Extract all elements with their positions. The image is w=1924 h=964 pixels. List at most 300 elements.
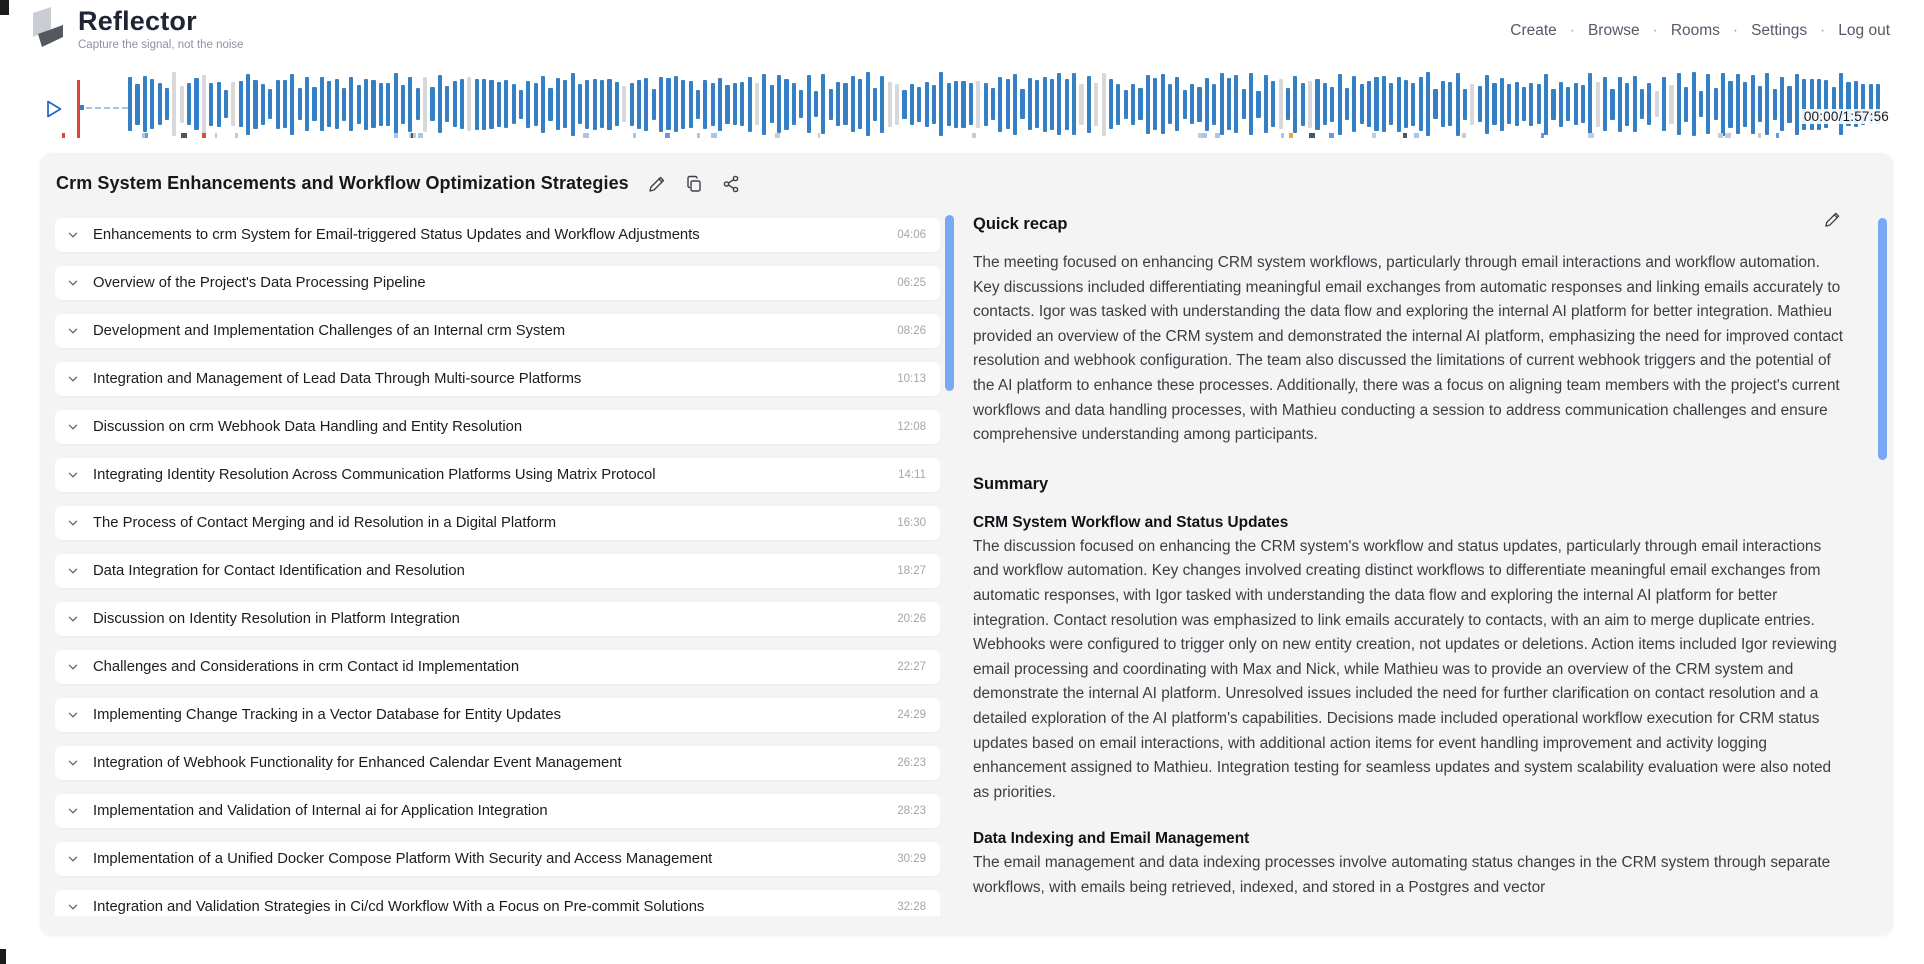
topic-row[interactable]	[55, 698, 940, 732]
waveform-bar	[1684, 87, 1688, 122]
waveform-bar	[401, 85, 405, 124]
waveform-bar	[1441, 81, 1445, 127]
waveform-bar	[563, 80, 567, 128]
topic-timestamp: 32:28	[897, 901, 926, 913]
waveform-bar	[1264, 75, 1268, 133]
waveform-bar	[932, 85, 936, 124]
topic-timestamp: 24:29	[897, 709, 926, 721]
section-heading: CRM System Workflow and Status Updates	[973, 513, 1289, 531]
nav-separator: ·	[1820, 22, 1826, 39]
waveform-bar	[792, 83, 796, 125]
waveform-bar	[984, 83, 988, 126]
play-button[interactable]	[44, 99, 64, 119]
waveform-bar	[1352, 76, 1356, 132]
segment-marker	[1289, 133, 1293, 138]
segment-marker	[665, 133, 670, 138]
waveform-bar	[1765, 73, 1769, 135]
waveform-bar	[1706, 74, 1710, 134]
waveform-bar	[807, 75, 811, 133]
waveform-bar	[1013, 74, 1017, 135]
topic-row[interactable]	[55, 218, 940, 252]
nav-link[interactable]: Settings	[1751, 22, 1808, 39]
topic-title: Overview of the Project's Data Processing Pipeline	[93, 275, 426, 291]
waveform-bar	[703, 80, 707, 129]
waveform-bar	[1677, 73, 1681, 135]
topic-timestamp: 22:27	[897, 661, 926, 673]
chevron-down-icon[interactable]	[67, 469, 79, 481]
waveform[interactable]	[128, 70, 1893, 138]
topic-title: Integration and Validation Strategies in Ci/cd Workflow With a Focus on Pre-commit Solutions	[93, 899, 705, 915]
share-icon[interactable]	[722, 175, 740, 193]
topic-title: Discussion on crm Webhook Data Handling and Entity Resolution	[93, 419, 523, 435]
waveform-bar	[349, 77, 353, 131]
waveform-bar	[1293, 76, 1297, 133]
waveform-bar	[571, 73, 575, 136]
edit-title-icon[interactable]	[648, 175, 666, 193]
waveform-bar	[1323, 83, 1327, 125]
screen-artifact	[0, 949, 6, 964]
segment-marker	[818, 133, 820, 138]
summary-scrollbar[interactable]	[1878, 218, 1887, 460]
nav-link[interactable]: Browse	[1587, 22, 1640, 39]
waveform-bar	[917, 87, 921, 122]
waveform-bar	[1301, 83, 1305, 126]
waveform-bar	[1028, 78, 1032, 130]
waveform-bar	[1618, 77, 1622, 132]
topic-row[interactable]	[55, 842, 940, 876]
segment-marker	[215, 133, 217, 138]
waveform-bar	[1411, 83, 1415, 126]
nav-separator: ·	[1732, 22, 1739, 39]
waveform-bar	[298, 88, 302, 120]
waveform-bar	[1581, 85, 1585, 123]
waveform-bar	[1588, 73, 1592, 136]
waveform-bar	[1190, 84, 1194, 124]
topic-timestamp: 14:11	[898, 469, 926, 481]
waveform-bar	[836, 82, 840, 126]
segment-marker	[1462, 133, 1466, 138]
waveform-bar	[526, 81, 530, 128]
waveform-bar	[519, 90, 523, 119]
waveform-bar	[1714, 88, 1718, 120]
waveform-bar	[902, 90, 906, 119]
topic-title: Implementation of a Unified Docker Compose Platform With Security and Access Management	[93, 851, 713, 867]
waveform-bar	[1072, 73, 1076, 135]
waveform-bar	[998, 77, 1002, 132]
waveform-bar	[386, 83, 390, 126]
waveform-bar	[158, 83, 162, 125]
waveform-bar	[548, 88, 552, 121]
topic-title: Integration and Management of Lead Data Through Multi-source Platforms	[93, 371, 582, 387]
waveform-bar	[1183, 90, 1187, 119]
waveform-bar	[1470, 84, 1474, 125]
waveform-bar	[814, 91, 818, 117]
summary-section	[973, 511, 1847, 806]
waveform-bar	[1492, 83, 1496, 125]
waveform-bar	[408, 77, 412, 132]
topic-timestamp: 04:06	[897, 229, 926, 241]
waveform-bar	[217, 82, 221, 127]
topic-timestamp: 20:26	[897, 613, 926, 625]
segment-marker	[1541, 133, 1544, 138]
waveform-bar	[1603, 77, 1607, 131]
waveform-bar	[873, 88, 877, 121]
waveform-bar	[394, 73, 398, 135]
app-logo[interactable]	[30, 6, 244, 51]
waveform-bar	[541, 76, 545, 133]
waveform-bar	[666, 78, 670, 130]
waveform-bar	[689, 81, 693, 128]
waveform-bar	[821, 74, 825, 134]
waveform-bar	[1736, 74, 1740, 134]
waveform-bar	[585, 80, 589, 129]
waveform-bar	[1839, 73, 1843, 135]
waveform-bar	[268, 89, 272, 119]
waveform-bar	[1566, 87, 1570, 121]
segment-marker	[1758, 133, 1761, 138]
waveform-bar	[1662, 77, 1666, 131]
waveform-bar	[1404, 80, 1408, 128]
waveform-bar	[1057, 73, 1061, 135]
chevron-down-icon[interactable]	[67, 661, 79, 673]
waveform-bar	[1102, 73, 1106, 136]
waveform-bar	[379, 83, 383, 126]
segment-marker	[633, 133, 636, 138]
waveform-bar	[1146, 75, 1150, 134]
waveform-bar	[1382, 76, 1386, 132]
segment-marker	[1725, 133, 1731, 138]
waveform-bar	[1669, 85, 1673, 124]
waveform-bar	[1367, 81, 1371, 127]
waveform-bar	[1330, 87, 1334, 122]
waveform-bar	[342, 88, 346, 121]
quick-recap-text: The meeting focused on enhancing CRM system workflows, particularly through email interactions and workflow automation. Key discussions included differentiating meaningful email exchanges from automatic responses and linking emails accurately to contacts. Igor was tasked with understanding the data flow and exploring the internal AI platform for better integration. Mathieu provided an overview of the CRM system and demonstrated the internal AI platform, emphasizing the need for improved contact resolution and webhook configuration. The team also discussed the limitations of current webhook triggers and the potential of the AI platform to enhance these processes. Additionally, there was a focus on aligning team members with the project's current workflows and data handling processes, with Mathieu conducting a session to address communication challenges and ensure comprehensive understanding among participants.	[973, 254, 1844, 444]
topic-title: Integrating Identity Resolution Across Communication Platforms Using Matrix Protocol	[93, 467, 656, 483]
chevron-down-icon[interactable]	[67, 373, 79, 385]
waveform-bar	[961, 81, 965, 128]
waveform-bar	[202, 75, 206, 133]
waveform-bar	[165, 88, 169, 120]
waveform-bar	[622, 86, 626, 122]
waveform-bar	[224, 90, 228, 118]
waveform-bar	[504, 80, 508, 128]
waveform-bar	[1537, 84, 1541, 124]
edit-summary-icon[interactable]	[1824, 211, 1841, 228]
waveform-bar	[1522, 87, 1526, 121]
topic-timestamp: 16:30	[897, 517, 926, 529]
topic-timestamp: 30:29	[897, 853, 926, 865]
waveform-bar	[467, 77, 471, 131]
waveform-bar	[1721, 73, 1725, 136]
waveform-bar	[423, 77, 427, 132]
waveform-bar	[1212, 84, 1216, 125]
waveform-bar	[1242, 89, 1246, 119]
meeting-title-row	[56, 173, 740, 194]
topic-row[interactable]	[55, 746, 940, 780]
chevron-down-icon[interactable]	[67, 565, 79, 577]
waveform-bar	[1249, 73, 1253, 135]
waveform-bar	[320, 77, 324, 131]
segment-marker	[1588, 133, 1594, 138]
segment-marker	[775, 133, 780, 138]
nav-link[interactable]: Log out	[1838, 22, 1890, 39]
waveform-bar	[1279, 79, 1283, 129]
topic-list	[55, 218, 940, 916]
waveform-bar	[1610, 89, 1614, 120]
waveform-bar	[253, 80, 257, 129]
topic-row[interactable]	[55, 314, 940, 348]
topic-title: Implementing Change Tracking in a Vector Database for Entity Updates	[93, 707, 562, 723]
waveform-bar	[607, 79, 611, 130]
waveform-bar	[357, 85, 361, 124]
nav-link[interactable]: Create	[1510, 22, 1557, 39]
segment-marker	[394, 133, 398, 138]
segment-marker	[181, 133, 187, 138]
topic-row[interactable]	[55, 650, 940, 684]
chevron-down-icon[interactable]	[67, 517, 79, 529]
waveform-bar	[939, 72, 943, 136]
chevron-down-icon[interactable]	[67, 613, 79, 625]
waveform-bar	[880, 76, 884, 133]
waveform-bar	[762, 74, 766, 135]
waveform-bar	[1625, 83, 1629, 126]
waveform-bar	[866, 72, 870, 136]
waveform-bar	[630, 83, 634, 126]
waveform-bar	[829, 89, 833, 120]
time-display: 00:00/1:57:56	[1803, 109, 1889, 124]
waveform-bar	[976, 81, 980, 128]
segment-marker	[1215, 133, 1219, 138]
topic-row[interactable]	[55, 362, 940, 396]
waveform-bar	[364, 79, 368, 130]
waveform-bar	[740, 82, 744, 126]
summary-panel	[973, 215, 1847, 933]
segment-marker	[418, 133, 423, 138]
waveform-bar	[1234, 75, 1238, 133]
waveform-bar	[777, 75, 781, 133]
waveform-bar	[1397, 77, 1401, 132]
waveform-bar	[1529, 83, 1533, 126]
waveform-bar	[1574, 83, 1578, 125]
segment-marker	[202, 133, 206, 138]
segment-marker	[1776, 133, 1779, 138]
waveform-bar	[187, 83, 191, 125]
waveform-bar	[1419, 77, 1423, 131]
waveform-bar	[1633, 76, 1637, 132]
topic-title: The Process of Contact Merging and id Resolution in a Digital Platform	[93, 515, 557, 531]
waveform-bar	[276, 80, 280, 129]
waveform-bar	[1515, 82, 1519, 126]
segment-marker	[1281, 133, 1284, 138]
summary-heading: Summary	[973, 474, 1049, 493]
copy-icon[interactable]	[685, 175, 703, 193]
waveform-bar	[246, 74, 250, 135]
waveform-bar	[637, 80, 641, 129]
waveform-bar	[1640, 89, 1644, 119]
segment-marker	[1329, 133, 1334, 138]
waveform-bar	[578, 84, 582, 124]
waveform-bar	[180, 86, 184, 123]
waveform-bar	[556, 78, 560, 130]
waveform-bar	[1065, 79, 1069, 130]
waveform-bar	[128, 77, 132, 131]
waveform-bar	[305, 77, 309, 131]
waveform-bar	[652, 89, 656, 120]
waveform-bar	[335, 79, 339, 129]
waveform-bar	[851, 76, 855, 132]
chevron-down-icon[interactable]	[67, 709, 79, 721]
waveform-bar	[895, 84, 899, 125]
waveform-bar	[534, 83, 538, 126]
waveform-bar	[1360, 84, 1364, 124]
section-body: The email management and data indexing processes involve automating status changes in the CRM system through separate workflows, with emails being retrieved, indexed, and stored in a Postgres and vector	[973, 854, 1831, 896]
waveform-bar	[1131, 84, 1135, 125]
waveform-bar	[674, 76, 678, 132]
waveform-bar	[1559, 82, 1563, 127]
topic-timestamp: 08:26	[897, 325, 926, 337]
topic-title: Challenges and Considerations in crm Contact id Implementation	[93, 659, 520, 675]
waveform-bar	[725, 85, 729, 124]
waveform-bar	[1124, 90, 1128, 119]
chevron-down-icon[interactable]	[67, 229, 79, 241]
waveform-bar	[1647, 83, 1651, 125]
waveform-bar	[1168, 84, 1172, 124]
topic-row[interactable]	[55, 602, 940, 636]
waveform-bar	[711, 83, 715, 126]
topic-row[interactable]	[55, 794, 940, 828]
topic-row[interactable]	[55, 410, 940, 444]
waveform-bar	[1456, 73, 1460, 136]
waveform-bar	[416, 88, 420, 120]
chevron-down-icon[interactable]	[67, 421, 79, 433]
summary-section	[973, 827, 1847, 900]
topic-row[interactable]	[55, 458, 940, 492]
segment-marker	[583, 133, 589, 138]
waveform-bar	[1692, 72, 1696, 136]
waveform-bar	[659, 77, 663, 132]
segment-marker	[235, 133, 238, 138]
waveform-bar	[1780, 77, 1784, 131]
reflector-logo-icon	[30, 6, 66, 50]
waveform-bar	[644, 78, 648, 131]
app-tagline: Capture the signal, not the noise	[78, 39, 244, 51]
waveform-bar	[512, 84, 516, 124]
waveform-bar	[1161, 74, 1165, 134]
chevron-down-icon[interactable]	[67, 901, 79, 913]
waveform-bar	[1094, 83, 1098, 126]
waveform-bar	[1035, 80, 1039, 128]
segment-marker	[972, 133, 976, 138]
waveform-bar	[1478, 86, 1482, 122]
waveform-bar	[1087, 76, 1091, 133]
quick-recap-heading: Quick recap	[973, 215, 1068, 233]
topic-title: Enhancements to crm System for Email-triggered Status Updates and Workflow Adjustments	[93, 227, 700, 243]
waveform-bar	[954, 81, 958, 128]
segment-marker	[1718, 133, 1723, 138]
summary-sections	[973, 511, 1847, 901]
chevron-down-icon[interactable]	[67, 805, 79, 817]
waveform-bar	[1116, 84, 1120, 125]
segment-marker	[409, 133, 411, 138]
waveform-bar	[1389, 83, 1393, 125]
topic-row[interactable]	[55, 554, 940, 588]
topic-list-scrollbar[interactable]	[945, 215, 954, 391]
topic-row[interactable]	[55, 266, 940, 300]
waveform-bar	[1220, 73, 1224, 135]
topic-row[interactable]	[55, 890, 940, 916]
waveform-bar	[172, 72, 176, 136]
waveform-bar	[843, 83, 847, 125]
topic-timestamp: 06:25	[897, 277, 926, 289]
chevron-down-icon[interactable]	[67, 853, 79, 865]
waveform-bar	[888, 82, 892, 127]
segment-marker	[413, 133, 416, 138]
waveform-bar	[1175, 77, 1179, 131]
waveform-bar	[1109, 79, 1113, 129]
segment-marker	[1309, 133, 1315, 138]
waveform-bar	[231, 82, 235, 126]
waveform-bar	[1338, 74, 1342, 135]
waveform-silence-segment	[86, 107, 128, 109]
topic-row[interactable]	[55, 506, 940, 540]
waveform-bar	[1485, 75, 1489, 134]
segment-marker	[711, 133, 717, 138]
segment-marker	[1403, 133, 1407, 138]
waveform-bar	[925, 82, 929, 127]
waveform-bar	[991, 88, 995, 120]
nav-separator: ·	[1569, 22, 1575, 39]
waveform-bar	[600, 80, 604, 128]
waveform-bar	[445, 86, 449, 122]
waveform-bar	[733, 83, 737, 125]
waveform-bar	[283, 80, 287, 128]
topic-title: Discussion on Identity Resolution in Platform Integration	[93, 611, 460, 627]
audio-player	[0, 70, 1924, 144]
nav-link[interactable]: Rooms	[1670, 22, 1720, 39]
segment-marker	[1198, 133, 1202, 138]
waveform-bar	[1256, 91, 1260, 118]
chevron-down-icon[interactable]	[67, 277, 79, 289]
waveform-bar	[858, 79, 862, 129]
chevron-down-icon[interactable]	[67, 757, 79, 769]
app-title: Reflector	[78, 6, 197, 36]
waveform-bar	[194, 78, 198, 130]
segment-marker	[1414, 133, 1419, 138]
segment-marker	[1372, 133, 1376, 138]
waveform-bar	[438, 75, 442, 133]
waveform-bar	[784, 79, 788, 130]
segment-marker	[145, 133, 148, 138]
segment-marker-strip	[0, 133, 1924, 141]
waveform-bar	[615, 82, 619, 126]
nav-separator: ·	[1652, 22, 1658, 39]
waveform-bar	[1433, 89, 1437, 119]
waveform-bar	[1463, 89, 1467, 120]
waveform-bar	[1751, 75, 1755, 134]
waveform-bar	[681, 80, 685, 129]
waveform-bar	[1205, 78, 1209, 131]
app-header	[0, 0, 1924, 64]
chevron-down-icon[interactable]	[67, 325, 79, 337]
waveform-bar	[239, 81, 243, 127]
waveform-bar	[1374, 77, 1378, 131]
topic-title: Data Integration for Contact Identification and Resolution	[93, 563, 465, 579]
waveform-bar	[489, 80, 493, 129]
waveform-bar	[430, 87, 434, 121]
topic-title: Development and Implementation Challenges of an Internal crm System	[93, 323, 566, 339]
waveform-bar	[770, 85, 774, 123]
waveform-bar	[1596, 82, 1600, 127]
